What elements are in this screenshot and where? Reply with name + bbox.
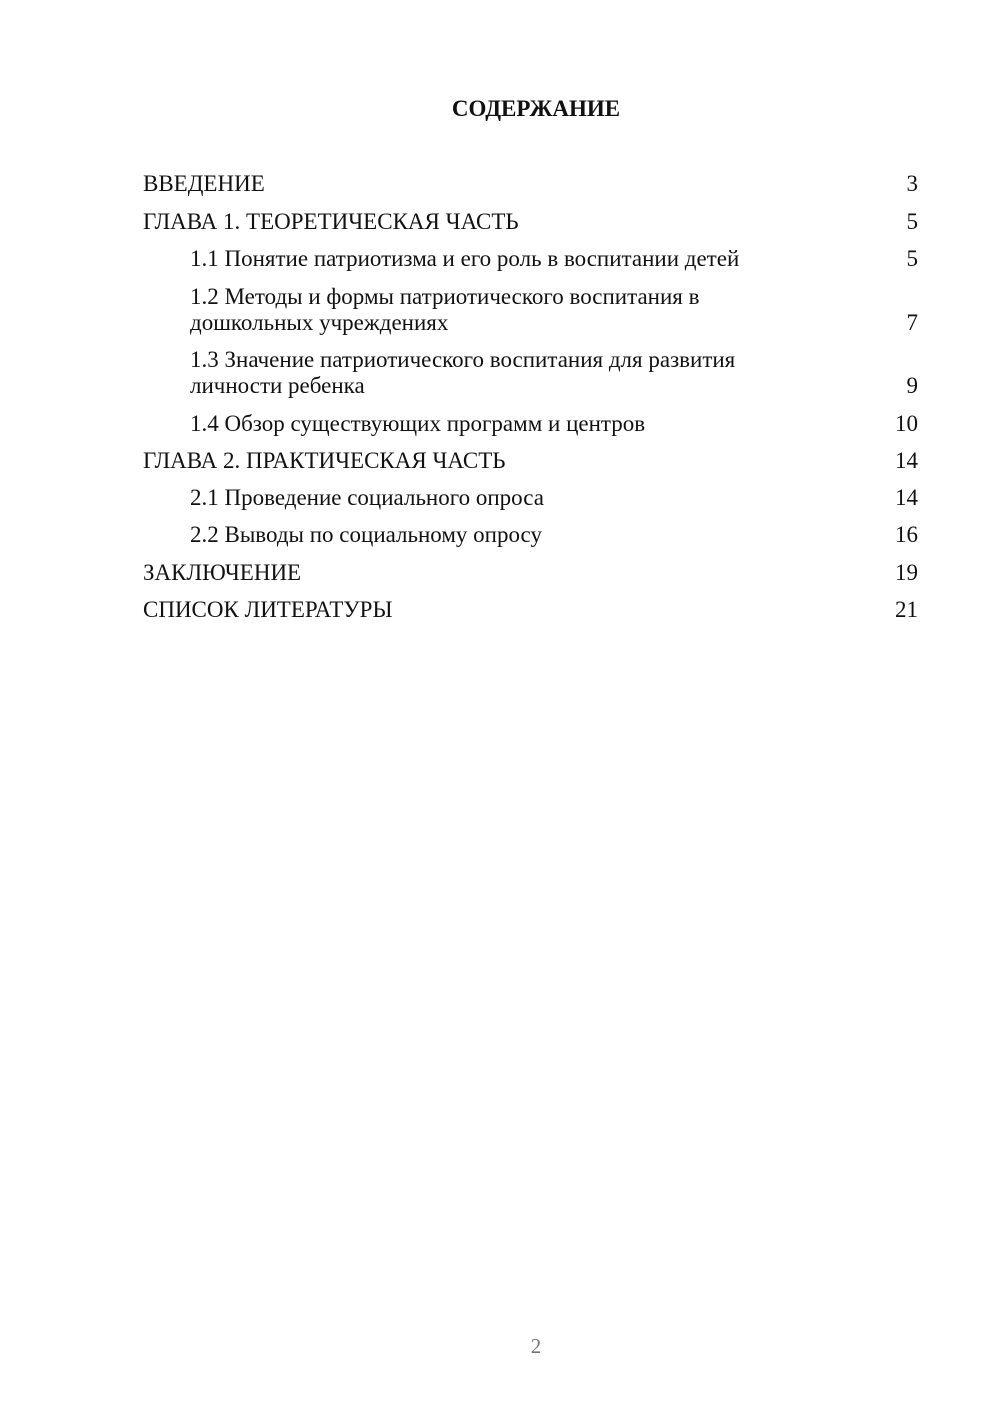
toc-entry-label: 1.3 Значение патриотического воспитания для развития личности ребенка	[190, 347, 736, 398]
toc-entry-label: 2.2 Выводы по социальному опросу	[190, 522, 542, 547]
toc-entry[interactable]	[143, 597, 918, 623]
toc-entry-page: 21	[895, 597, 918, 622]
toc-entry-page: 5	[906, 246, 918, 271]
toc-entry-label: ГЛАВА 2. ПРАКТИЧЕСКАЯ ЧАСТЬ	[143, 448, 506, 473]
toc-entry-label: 1.1 Понятие патриотизма и его роль в воспитании детей	[190, 246, 740, 271]
toc-entry[interactable]	[143, 171, 918, 197]
toc-entry-label: ЗАКЛЮЧЕНИЕ	[143, 560, 302, 585]
toc-entry[interactable]	[190, 246, 918, 272]
toc-entry[interactable]	[143, 560, 918, 586]
toc-entry[interactable]	[143, 448, 918, 474]
toc-entry[interactable]	[190, 411, 918, 437]
toc-entry-page: 9	[906, 373, 918, 398]
toc-entry-label: 1.2 Методы и формы патриотического воспитания в дошкольных учреждениях	[190, 284, 700, 335]
toc-entry-page: 3	[906, 171, 918, 196]
toc-entry-label: ВВЕДЕНИЕ	[143, 171, 265, 196]
toc-entry-page: 10	[895, 411, 918, 436]
toc-entry[interactable]	[190, 485, 918, 511]
toc-entry-label: СПИСОК ЛИТЕРАТУРЫ	[143, 597, 393, 622]
toc-entry-page: 14	[895, 485, 918, 510]
toc-entry-page: 19	[895, 560, 918, 585]
toc-entry-page: 14	[895, 448, 918, 473]
toc-entry-label: ГЛАВА 1. ТЕОРЕТИЧЕСКАЯ ЧАСТЬ	[143, 209, 519, 234]
toc-entry-page: 16	[895, 522, 918, 547]
toc-entry[interactable]	[190, 522, 918, 548]
toc-entry-label: 2.1 Проведение социального опроса	[190, 485, 544, 510]
toc-entry-label: 1.4 Обзор существующих программ и центров	[190, 411, 646, 436]
toc-title: СОДЕРЖАНИЕ	[451, 96, 621, 121]
toc-entry[interactable]	[190, 347, 918, 399]
toc-entry[interactable]	[190, 284, 918, 336]
toc-entry[interactable]	[143, 209, 918, 235]
page-number: 2	[530, 1334, 542, 1358]
toc-entry-page: 7	[906, 310, 918, 335]
toc-entry-page: 5	[906, 209, 918, 234]
